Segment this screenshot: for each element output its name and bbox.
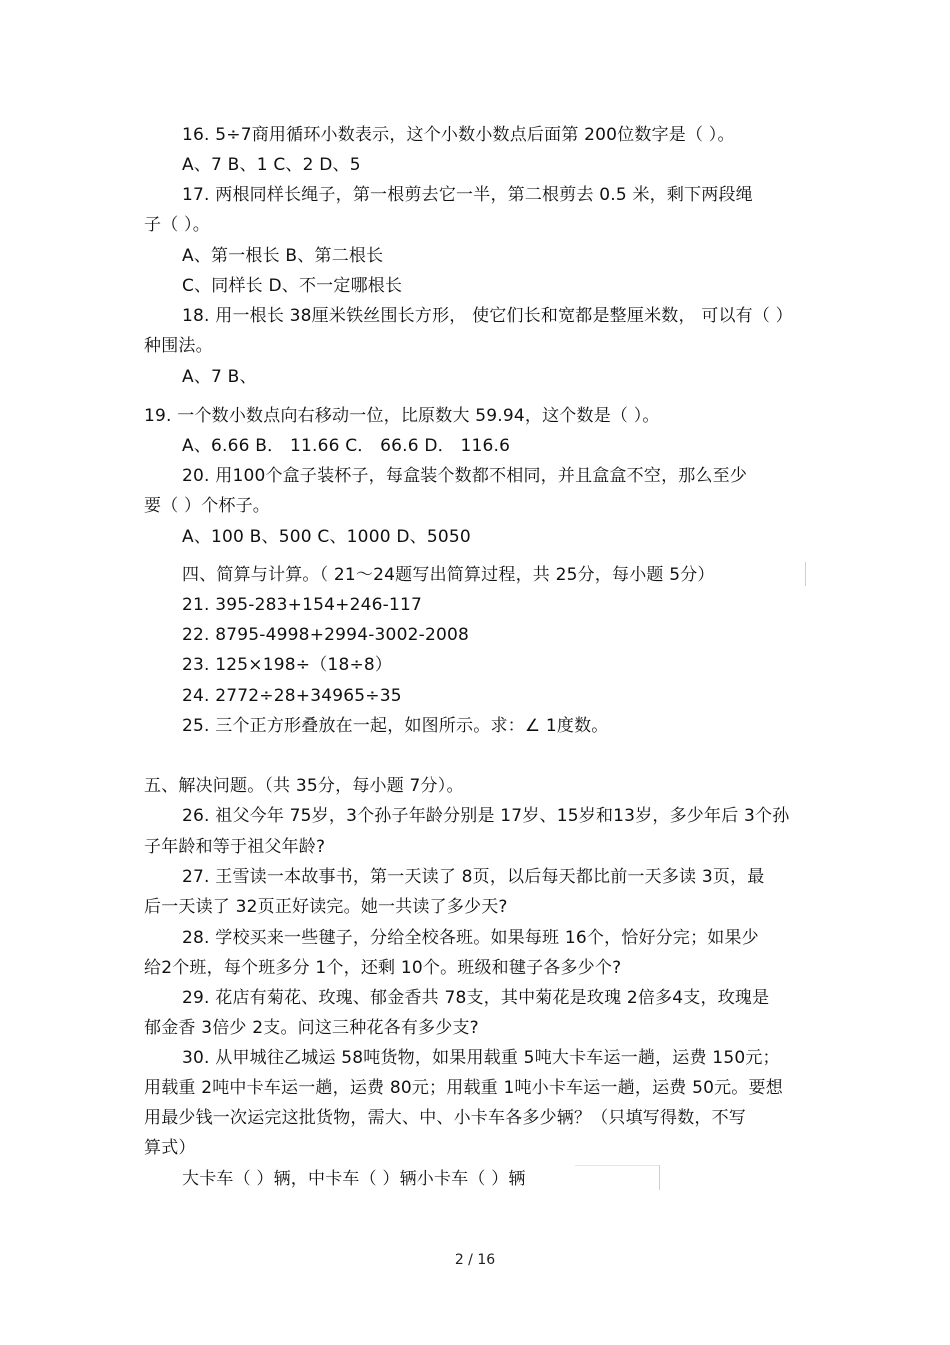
question-17-options-ab: A、第一根长 B、第二根长 [182, 246, 384, 266]
question-18-text-continued: 种围法。 [144, 336, 213, 356]
question-26-text: 26. 祖父今年 75岁，3个孙子年龄分别是 17岁、15岁和13岁，多少年后 3个孙 [182, 806, 790, 826]
question-30-answer-line: 大卡车（ ）辆，中卡车（ ）辆小卡车（ ）辆 [182, 1169, 526, 1189]
answer-box-top-border [575, 1165, 660, 1166]
page-number: 2 / 16 [454, 1252, 496, 1268]
question-20-options: A、100 B、500 C、1000 D、5050 [182, 527, 471, 547]
question-16-options: A、7 B、1 C、2 D、5 [182, 155, 361, 175]
question-28-text-continued: 给2个班，每个班多分 1个，还剩 10个。班级和毽子各多少个? [144, 958, 622, 978]
question-30-text-line-2: 用载重 2吨中卡车运一趟，运费 80元；用载重 1吨小卡车运一趟，运费 50元。要想 [144, 1078, 783, 1098]
question-30-text-line-4: 算式） [144, 1138, 196, 1158]
question-18-options: A、7 B、 [182, 367, 257, 387]
question-30-text: 30. 从甲城往乙城运 58吨货物，如果用载重 5吨大卡车运一趟，运费 150元； [182, 1048, 780, 1068]
section-4-heading: 四、简算与计算。（ 21～24题写出简算过程，共 25分，每小题 5分） [182, 565, 715, 585]
question-26-text-continued: 子年龄和等于祖父年龄? [144, 837, 326, 857]
question-20-text-continued: 要（ ）个杯子。 [144, 496, 271, 516]
section-5-heading: 五、解决问题。（共 35分，每小题 7分）。 [144, 776, 464, 796]
question-17-options-cd: C、同样长 D、不一定哪根长 [182, 276, 403, 296]
calc-item-24: 24. 2772÷28+34965÷35 [182, 686, 402, 706]
question-17-text: 17. 两根同样长绳子，第一根剪去它一半，第二根剪去 0.5 米，剩下两段绳 [182, 185, 753, 205]
question-29-text: 29. 花店有菊花、玫瑰、郁金香共 78支，其中菊花是玫瑰 2倍多4支，玫瑰是 [182, 988, 770, 1008]
question-27-text-continued: 后一天读了 32页正好读完。她一共读了多少天? [144, 897, 508, 917]
question-19-text: 19. 一个数小数点向右移动一位，比原数大 59.94，这个数是（ ）。 [144, 406, 660, 426]
section-4-divider [805, 562, 806, 586]
question-30-text-line-3: 用最少钱一次运完这批货物，需大、中、小卡车各多少辆？（只填写得数，不写 [144, 1108, 746, 1128]
question-17-text-continued: 子（ ）。 [144, 215, 210, 235]
question-29-text-continued: 郁金香 3倍少 2支。问这三种花各有多少支? [144, 1018, 479, 1038]
question-27-text: 27. 王雪读一本故事书，第一天读了 8页，以后每天都比前一天多读 3页，最 [182, 867, 765, 887]
question-18-text: 18. 用一根长 38厘米铁丝围长方形， 使它们长和宽都是整厘米数， 可以有（ ） [182, 306, 793, 326]
question-19-options: A、6.66 B． 11.66 C． 66.6 D． 116.6 [182, 436, 511, 456]
calc-item-25: 25. 三个正方形叠放在一起，如图所示。求：∠ 1度数。 [182, 716, 609, 736]
question-20-text: 20. 用100个盒子装杯子，每盒装个数都不相同，并且盒盒不空，那么至少 [182, 466, 748, 486]
calc-item-22: 22. 8795-4998+2994-3002-2008 [182, 625, 470, 645]
question-16-text: 16. 5÷7商用循环小数表示，这个小数小数点后面第 200位数字是（ ）。 [182, 125, 735, 145]
question-28-text: 28. 学校买来一些毽子，分给全校各班。如果每班 16个，恰好分完；如果少 [182, 928, 759, 948]
calc-item-23: 23. 125×198÷（18÷8） [182, 655, 393, 675]
calc-item-21: 21. 395-283+154+246-117 [182, 595, 423, 615]
answer-box-right-border [659, 1165, 660, 1190]
